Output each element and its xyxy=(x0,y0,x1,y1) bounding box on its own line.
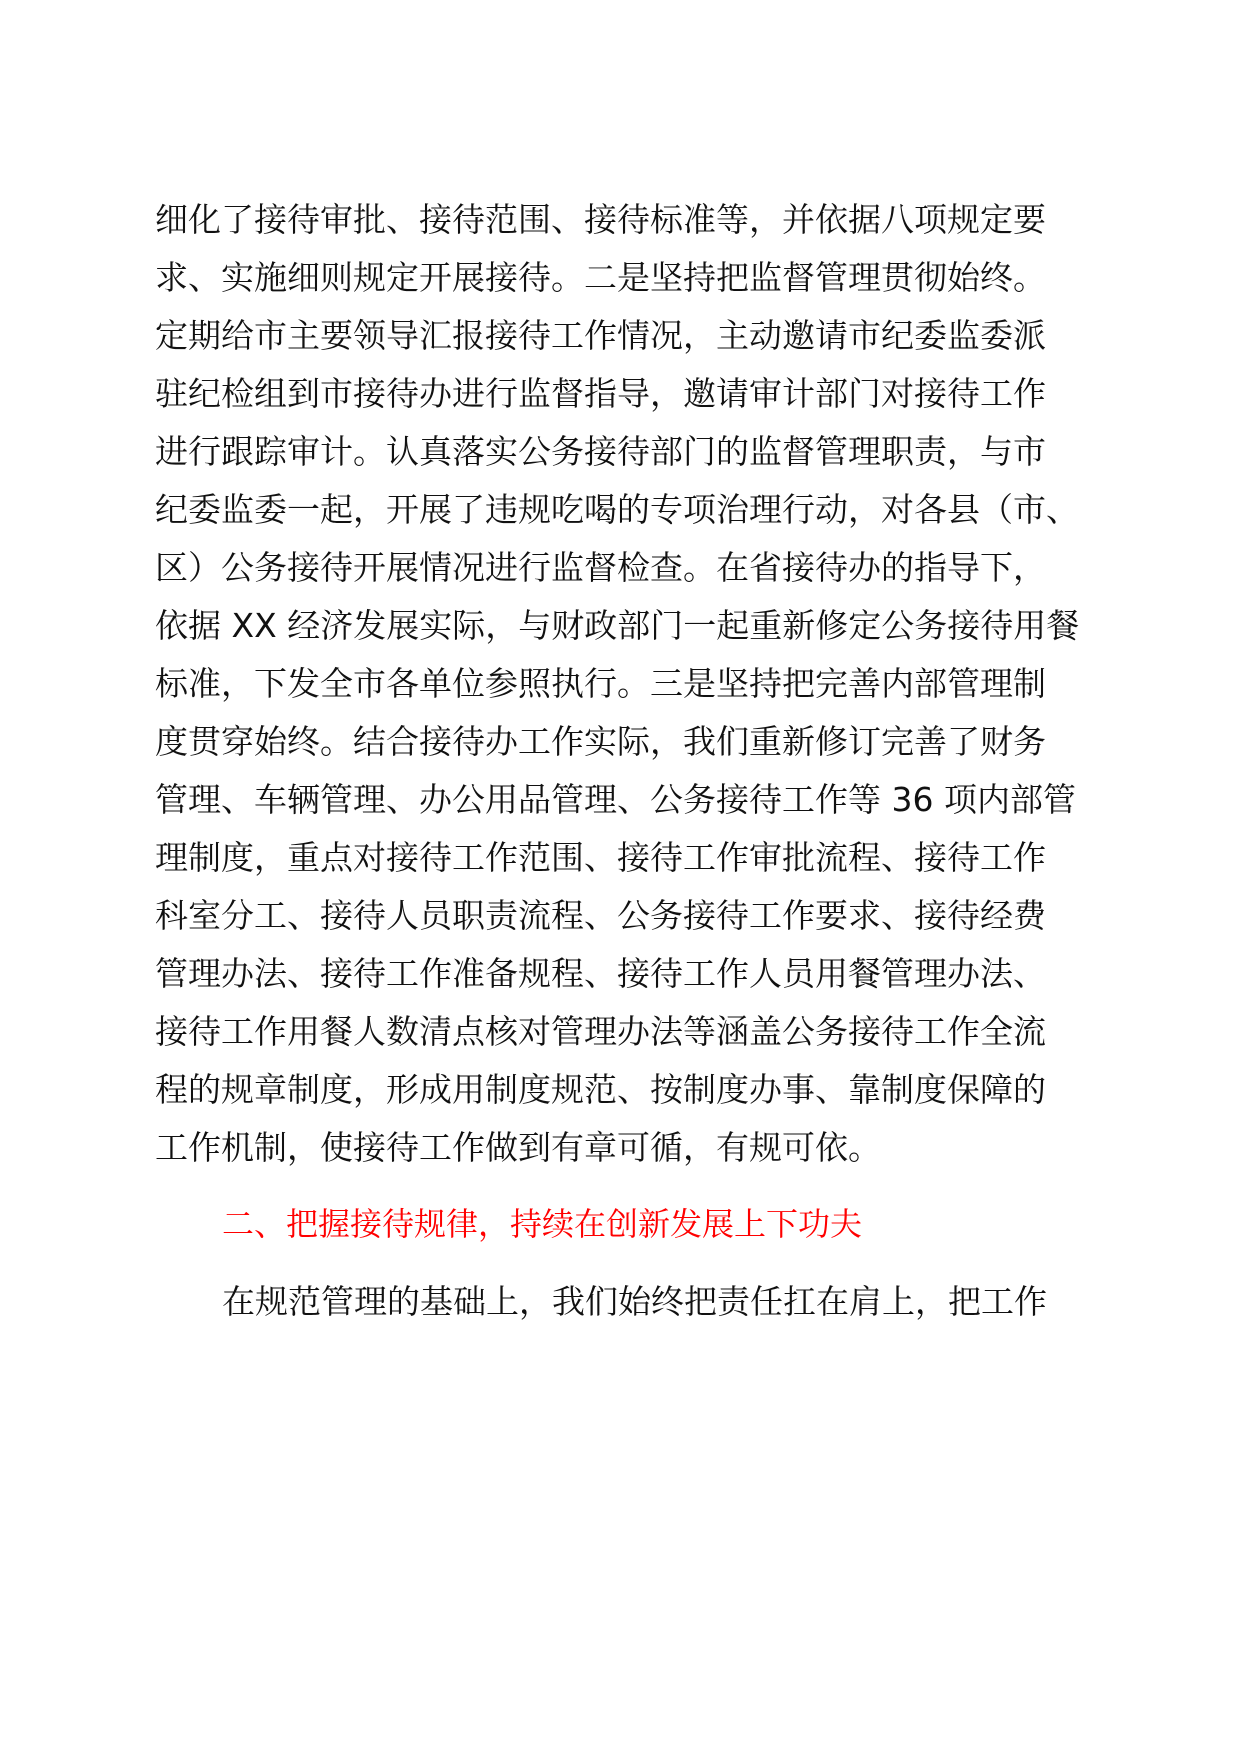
body-text-line: 区）公务接待开展情况进行监督检查。在省接待办的指导下， xyxy=(155,548,1046,587)
body-text-line: 纪委监委一起，开展了违规吃喝的专项治理行动，对各县（市、 xyxy=(155,490,1079,529)
body-text-line: 管理、车辆管理、办公用品管理、公务接待工作等 36 项内部管 xyxy=(155,780,1076,819)
body-text-line: 进行跟踪审计。认真落实公务接待部门的监督管理职责，与市 xyxy=(155,432,1046,471)
body-text-line: 细化了接待审批、接待范围、接待标准等，并依据八项规定要 xyxy=(155,200,1046,239)
body-text-line: 科室分工、接待人员职责流程、公务接待工作要求、接待经费 xyxy=(155,896,1046,935)
body-text-line: 理制度，重点对接待工作范围、接待工作审批流程、接待工作 xyxy=(155,838,1046,877)
body-text-line: 接待工作用餐人数清点核对管理办法等涵盖公务接待工作全流 xyxy=(155,1012,1046,1051)
body-text-line: 依据 XX 经济发展实际，与财政部门一起重新修定公务接待用餐 xyxy=(155,606,1080,645)
section-heading: 二、把握接待规律，持续在创新发展上下功夫 xyxy=(222,1205,863,1243)
body-text-line: 驻纪检组到市接待办进行监督指导，邀请审计部门对接待工作 xyxy=(155,374,1046,413)
body-text-line: 工作机制，使接待工作做到有章可循，有规可依。 xyxy=(155,1128,881,1167)
body-text-line: 度贯穿始终。结合接待办工作实际，我们重新修订完善了财务 xyxy=(155,722,1046,761)
body-text-line: 求、实施细则规定开展接待。二是坚持把监督管理贯彻始终。 xyxy=(155,258,1046,297)
body-text-line: 程的规章制度，形成用制度规范、按制度办事、靠制度保障的 xyxy=(155,1070,1046,1109)
body-text-line: 在规范管理的基础上，我们始终把责任扛在肩上，把工作 xyxy=(222,1282,1047,1321)
body-text-line: 管理办法、接待工作准备规程、接待工作人员用餐管理办法、 xyxy=(155,954,1046,993)
body-text-line: 定期给市主要领导汇报接待工作情况，主动邀请市纪委监委派 xyxy=(155,316,1046,355)
body-text-line: 标准，下发全市各单位参照执行。三是坚持把完善内部管理制 xyxy=(155,664,1046,703)
